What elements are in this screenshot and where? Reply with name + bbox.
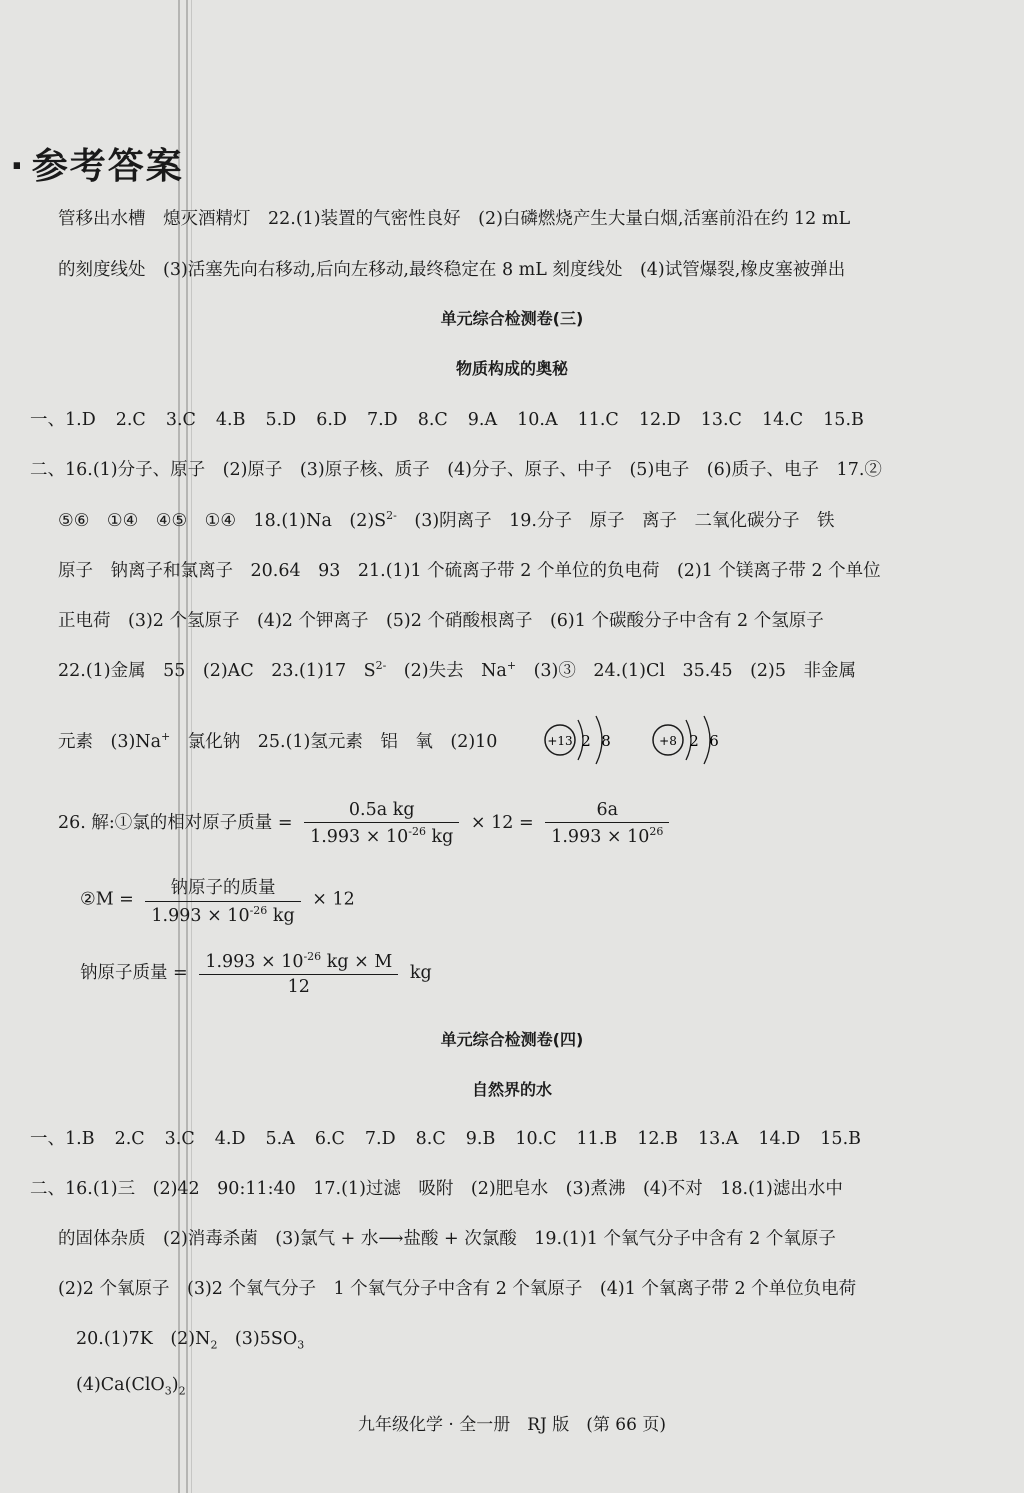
atom-structure-diagram-al — [540, 708, 640, 772]
nucleus-charge: +8 — [659, 734, 677, 748]
answer-text: (3)阴离子 19.分子 原子 离子 二氧化碳分子 铁 — [396, 511, 835, 531]
mc-answer: 4.B — [215, 410, 246, 430]
numerator: $1.993 \times 10^{-26}$ kg × M — [199, 950, 398, 975]
mc-answer: 7.D — [366, 410, 398, 430]
mc-answer: 12.D — [638, 410, 681, 430]
answer-text: 22.(1)金属 55 (2)AC 23.(1)17 S — [58, 661, 376, 681]
subscript: 2 — [210, 1338, 218, 1352]
answer-text: (4)Ca(ClO — [76, 1375, 165, 1395]
mc-answer: 9.A — [467, 410, 498, 430]
mc-answer: 5.D — [265, 410, 297, 430]
unit3-subtitle: 物质构成的奥秘 — [455, 359, 568, 378]
mc-answer: 2.C — [114, 1129, 145, 1149]
answer-line — [58, 507, 835, 532]
equation-label: ②M = — [80, 889, 134, 910]
denominator: $1.993 \times 10^{26}$ — [551, 825, 664, 847]
mc-answer: 14.C — [761, 410, 804, 430]
subscript: 3 — [164, 1384, 172, 1398]
mc-answer: 6.C — [314, 1129, 345, 1149]
mc-answer: 14.D — [758, 1129, 801, 1149]
denominator: 12 — [287, 976, 310, 997]
numerator: 0.5a kg — [304, 800, 459, 823]
mc-label: 一、 — [30, 410, 65, 430]
answer-text: 元素 (3)Na — [58, 732, 162, 752]
mc-answer: 6.D — [316, 410, 347, 430]
mc-answer: 2.C — [115, 410, 146, 430]
ion-charge: + — [161, 730, 171, 744]
fraction — [199, 950, 398, 997]
mc-label: 一、 — [30, 1129, 65, 1149]
q26-equation-1 — [58, 800, 675, 847]
mc-answer: 1.D — [65, 410, 96, 430]
answer-line — [76, 1375, 186, 1398]
equation-label: 钠原子质量 = — [80, 962, 188, 983]
q26-equation-2 — [80, 874, 355, 926]
mc-answer: 13.A — [697, 1129, 739, 1149]
mc-answer: 8.C — [417, 410, 448, 430]
mc-answer: 15.B — [820, 1129, 861, 1149]
header-bullet: · — [10, 146, 26, 187]
unit4-title: 单元综合检测卷(四) — [440, 1030, 584, 1049]
equation-label: 26. 解:①氯的相对原子质量 = — [58, 812, 293, 833]
answer-line — [58, 657, 856, 682]
subscript: 2 — [178, 1384, 186, 1398]
shell-electrons: 2 — [689, 732, 699, 750]
answer-text: (3)③ 24.(1)Cl 35.45 (2)5 非金属 — [516, 661, 856, 681]
fraction — [145, 874, 300, 926]
answer-line: (2)2 个氧原子 (3)2 个氧气分子 1 个氧气分子中含有 2 个氧原子 (4)1 个氧离子带 2 个单位负电荷 — [58, 1279, 857, 1299]
numerator: 钠原子的质量 — [145, 874, 300, 902]
mc-answer: 9.B — [465, 1129, 496, 1149]
nucleus-charge: +13 — [547, 734, 573, 748]
atom-structure-diagram-o — [648, 708, 748, 772]
answer-text: 20.(1)7K (2)N — [76, 1329, 211, 1349]
multiply-text: × 12 = — [470, 812, 534, 833]
mc-answer: 7.D — [364, 1129, 396, 1149]
header-title: 参考答案 — [31, 146, 184, 187]
answer-text: (2)失去 Na — [386, 661, 507, 681]
mc-answer: 10.A — [517, 410, 558, 430]
answer-line — [58, 728, 497, 753]
answer-line: 二、16.(1)分子、原子 (2)原子 (3)原子核、质子 (4)分子、原子、中子 (5)电子 (6)质子、电子 17.② — [30, 460, 882, 480]
unit4-choice-answers — [30, 1125, 881, 1150]
answer-line: 的刻度线处 (3)活塞先向右移动,后向左移动,最终稳定在 8 mL 刻度线处 (4)试管爆裂,橡皮塞被弹出 — [58, 260, 846, 280]
ion-charge: 2- — [375, 659, 387, 673]
answer-line: 的固体杂质 (2)消毒杀菌 (3)氯气 + 水⟶盐酸 + 次氯酸 19.(1)1 个氧气分子中含有 2 个氧原子 — [58, 1229, 836, 1249]
denominator: $1.993 \times 10^{-26}$ kg — [151, 904, 295, 926]
mc-answer: 1.B — [65, 1129, 95, 1149]
q26-equation-3 — [80, 950, 432, 997]
numerator: 6a — [545, 800, 669, 823]
unit4-subtitle: 自然界的水 — [471, 1080, 552, 1099]
unit-text: kg — [409, 962, 432, 983]
multiply-text: × 12 — [312, 889, 355, 910]
answer-text: ) — [171, 1375, 179, 1395]
answer-line: 二、16.(1)三 (2)42 90:11:40 17.(1)过滤 吸附 (2)肥皂水 (3)煮沸 (4)不对 18.(1)滤出水中 — [30, 1179, 843, 1199]
answer-line — [76, 1325, 304, 1352]
fraction — [545, 800, 669, 847]
answer-text: ⑤⑥ ①④ ④⑤ ①④ 18.(1)Na (2)S — [58, 511, 387, 531]
mc-answer: 3.C — [164, 1129, 195, 1149]
shell-electrons: 6 — [709, 732, 719, 750]
mc-answer: 13.C — [700, 410, 742, 430]
answer-text: (3)5SO — [217, 1329, 298, 1349]
ion-charge: 2- — [386, 509, 397, 523]
subscript: 3 — [297, 1338, 305, 1352]
answer-line: 管移出水槽 熄灭酒精灯 22.(1)装置的气密性良好 (2)白磷燃烧产生大量白烟,活塞前沿在约 12 mL — [58, 209, 851, 229]
mc-answer: 4.D — [214, 1129, 246, 1149]
page-footer: 九年级化学 · 全一册 RJ 版 (第 66 页) — [358, 1415, 666, 1435]
unit3-choice-answers — [30, 406, 884, 431]
shell-electrons: 8 — [601, 732, 611, 750]
mc-answer: 11.C — [577, 410, 619, 430]
ion-charge: + — [506, 659, 517, 673]
page-header — [10, 138, 184, 189]
mc-answer: 10.C — [515, 1129, 557, 1149]
mc-answer: 11.B — [576, 1129, 618, 1149]
answer-text: 氯化钠 25.(1)氢元素 铝 氧 (2)10 — [170, 732, 498, 752]
mc-answer: 15.B — [823, 410, 864, 430]
answer-line: 正电荷 (3)2 个氢原子 (4)2 个钾离子 (5)2 个硝酸根离子 (6)1 个碳酸分子中含有 2 个氢原子 — [58, 611, 824, 631]
unit3-title: 单元综合检测卷(三) — [440, 309, 584, 328]
mc-answer: 5.A — [265, 1129, 295, 1149]
fraction — [304, 800, 459, 847]
mc-answer: 8.C — [415, 1129, 446, 1149]
mc-answer: 3.C — [165, 410, 196, 430]
answer-line: 原子 钠离子和氯离子 20.64 93 21.(1)1 个硫离子带 2 个单位的负电荷 (2)1 个镁离子带 2 个单位 — [58, 561, 881, 581]
denominator: $1.993 \times 10^{-26}$ kg — [310, 825, 454, 847]
shell-electrons: 2 — [581, 732, 591, 750]
mc-answer: 12.B — [637, 1129, 678, 1149]
